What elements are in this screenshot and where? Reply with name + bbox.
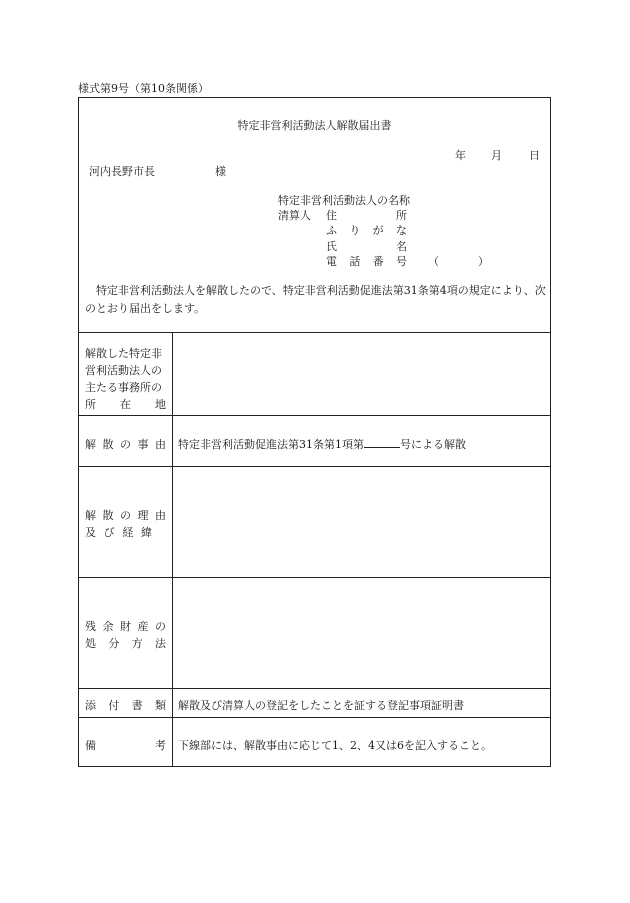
divider-cause bbox=[79, 466, 550, 467]
divider-reason bbox=[79, 577, 550, 578]
column-divider bbox=[172, 332, 173, 767]
location-label: 解散した特定非 営利活動法人の 主たる事務所の 所 在 地 bbox=[85, 347, 166, 411]
remarks-label: 備 考 bbox=[85, 739, 166, 752]
phone-label: 電 話 番 号 bbox=[326, 255, 407, 268]
assets-label: 残 余 財 産 の 処 分 方 法 bbox=[85, 620, 166, 650]
declaration-statement: 特定非営利活動法人を解散したので、特定非営利活動促進法第31条第4項の規定により、次のとおり届出をします。 bbox=[85, 284, 546, 315]
cause-label: 解 散 の 事 由 bbox=[85, 438, 166, 451]
divider-attachments bbox=[79, 717, 550, 718]
addressee-honorific: 様 bbox=[215, 165, 226, 178]
form-number: 様式第9号（第10条関係） bbox=[78, 82, 209, 95]
addressee-name: 河内長野市長 bbox=[89, 165, 155, 178]
remarks-value: 下線部には、解散事由に応じて1、2、4又は6を記入すること。 bbox=[178, 739, 492, 752]
divider-header bbox=[79, 332, 550, 333]
date-day: 日 bbox=[529, 149, 540, 162]
reason-label: 解 散 の 理 由 及 び 経 緯 bbox=[85, 509, 166, 539]
org-name-label: 特定非営利活動法人の名称 bbox=[278, 194, 410, 207]
attachments-label: 添 付 書 類 bbox=[85, 699, 166, 712]
phone-paren-open: （ bbox=[428, 255, 439, 268]
date-month: 月 bbox=[491, 149, 502, 162]
cause-value: 特定非営利活動促進法第31条第1項第 号による解散 bbox=[178, 438, 466, 451]
phone-paren-close: ） bbox=[478, 255, 489, 268]
divider-assets bbox=[79, 688, 550, 689]
attachments-value: 解散及び清算人の登記をしたことを証する登記事項証明書 bbox=[178, 699, 464, 712]
form-frame bbox=[78, 97, 551, 767]
name-label: 氏 名 bbox=[326, 240, 407, 253]
liquidator-label: 清算人 bbox=[278, 209, 311, 222]
date-year: 年 bbox=[455, 149, 466, 162]
furigana-label: ふ り が な bbox=[326, 224, 407, 237]
address-label: 住 所 bbox=[326, 209, 407, 222]
divider-location bbox=[79, 415, 550, 416]
cause-number-blank bbox=[364, 437, 400, 448]
form-title: 特定非営利活動法人解散届出書 bbox=[237, 119, 392, 132]
